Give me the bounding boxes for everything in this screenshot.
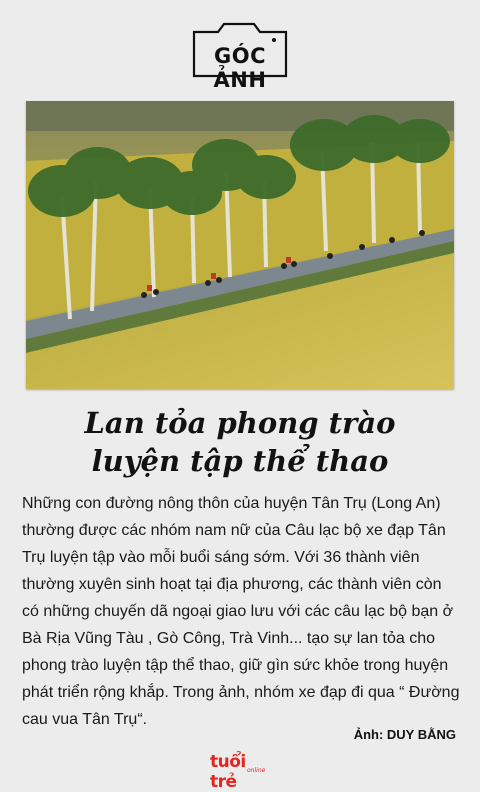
goc-anh-logo [190,22,290,92]
brand-name: tuổi trẻ [210,752,246,792]
title-line-2: luyện tập thể thao [91,444,389,478]
title-line-1: Lan tỏa phong trào [84,406,396,440]
article-body: Những con đường nông thôn của huyện Tân Trụ (Long An) thường được các nhóm nam nữ của Câu lạc bộ xe đạp Tân Trụ luyện tập vào mỗi buổi sáng sớm. Với 36 thành viên thường xuyên sinh hoạt tại địa phương, các thành viên còn có những chuyến dã ngoại giao lưu với các câu lạc bộ bạn ở Bà Rịa Vũng Tàu , Gò Công, Trà Vinh... tạo sự lan tỏa cho phong trào luyện tập thể thao, giữ gìn sức khỏe trong huyện phát triển rộng khắp. Trong ảnh, nhóm xe đạp đi qua “ Đường cau vua Tân Trụ“. [22,495,460,728]
header [0,0,480,100]
brand-sub: online [247,767,266,774]
photo-illustration [26,101,454,389]
logo-text: GÓC ẢNH [213,44,267,92]
article-title [0,404,480,480]
main-photo [26,101,454,389]
tuoi-tre-logo[interactable] [210,752,276,792]
photo-credit: Ảnh: DUY BẰNG [353,727,456,742]
